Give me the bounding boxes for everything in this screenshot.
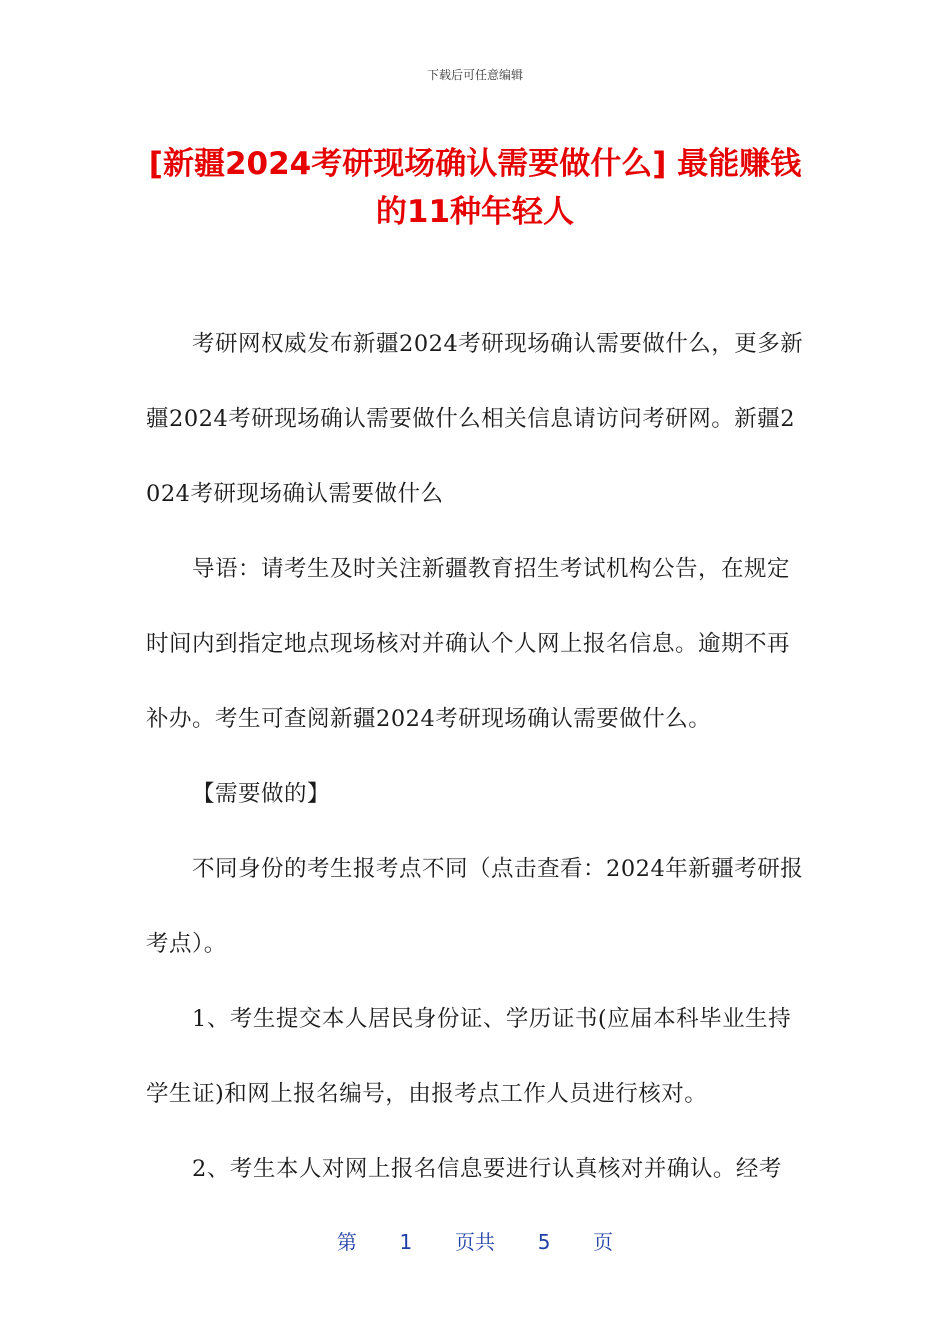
footer-total-pages: 5 — [537, 1230, 551, 1254]
footer-page-number: 1 — [399, 1230, 413, 1254]
paragraph-guide: 导语：请考生及时关注新疆教育招生考试机构公告，在规定时间内到指定地点现场核对并确认个人网上报名信息。逾期不再补办。考生可查阅新疆2024考研现场确认需要做什么。 — [146, 556, 791, 732]
footer-total-prefix: 页共 — [455, 1230, 495, 1254]
page-footer — [0, 1226, 950, 1255]
footer-page-suffix: 页 — [593, 1230, 614, 1254]
document-title: [新疆2024考研现场确认需要做什么] 最能赚钱的11种年轻人 — [148, 146, 802, 230]
paragraph-item-1: 1、考生提交本人居民身份证、学历证书(应届本科毕业生持学生证)和网上报名编号，由报考点工作人员进行核对。 — [146, 1006, 792, 1107]
paragraph-intro: 考研网权威发布新疆2024考研现场确认需要做什么，更多新疆2024考研现场确认需要做什么相关信息请访问考研网。新疆2024考研现场确认需要做什么 — [146, 331, 804, 507]
paragraph-exam-sites: 不同身份的考生报考点不同（点击查看：2024年新疆考研报考点）。 — [146, 856, 804, 957]
document-body — [146, 307, 806, 1207]
paragraph-item-2: 2、考生本人对网上报名信息要进行认真核对并确认。经考 — [192, 1156, 782, 1182]
footer-page-label: 第 — [336, 1230, 357, 1254]
section-heading: 【需要做的】 — [192, 781, 331, 807]
header-note: 下载后可任意编辑 — [426, 68, 523, 82]
